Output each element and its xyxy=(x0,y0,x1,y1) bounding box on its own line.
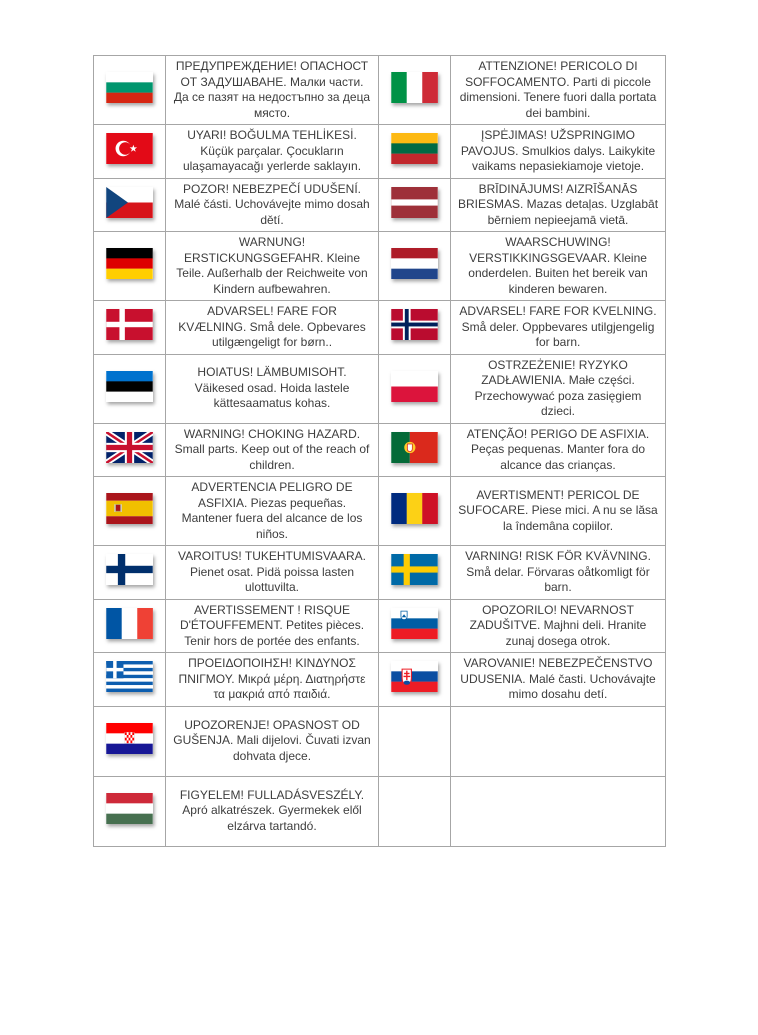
warning-text: ADVERTENCIA PELIGRO DE ASFIXIA. Piezas pequeñas. Mantener fuera del alcance de los niños. xyxy=(166,477,379,546)
flag-cell xyxy=(94,776,166,846)
warning-text: ПРЕДУПРЕЖДЕНИЕ! ОПАСНОСТ ОТ ЗАДУШАВАНЕ. Малки части. Да се пазят на недостъпно за деца място. xyxy=(166,56,379,125)
flag-cell xyxy=(379,178,451,232)
flag-spain-icon xyxy=(106,493,153,524)
empty-text-cell xyxy=(451,706,666,776)
flag-poland-icon xyxy=(391,371,438,402)
flag-slovenia-icon xyxy=(391,608,438,639)
warning-table-body xyxy=(94,56,666,847)
flag-cell xyxy=(94,653,166,707)
warning-text: ΠΡΟΕΙΔΟΠΟΙΗΣΗ! ΚΙΝΔΥΝΟΣ ΠΝΙΓΜΟΥ. Μικρά μέρη. Διατηρήστε τα μακριά από παιδιά. xyxy=(166,653,379,707)
table-row xyxy=(94,706,666,776)
flag-italy-icon xyxy=(391,72,438,103)
table-row xyxy=(94,232,666,301)
table-row xyxy=(94,354,666,423)
table-row xyxy=(94,653,666,707)
flag-france-icon xyxy=(106,608,153,639)
table-row xyxy=(94,178,666,232)
table-row xyxy=(94,301,666,355)
flag-cell xyxy=(94,56,166,125)
warning-text: ADVARSEL! FARE FOR KVELNING. Små deler. Oppbevares utilgjengelig for barn. xyxy=(451,301,666,355)
flag-denmark-icon xyxy=(106,309,153,340)
warning-text: ĮSPĖJIMAS! UŽSPRINGIMO PAVOJUS. Smulkios dalys. Laikykite vaikams nepasiekiamoje vietoje. xyxy=(451,125,666,179)
flag-cell xyxy=(94,599,166,653)
flag-cell xyxy=(379,599,451,653)
empty-flag-cell xyxy=(379,706,451,776)
table-row xyxy=(94,599,666,653)
flag-greece-icon xyxy=(106,661,153,692)
flag-latvia-icon xyxy=(391,187,438,218)
warning-text: UPOZORENJE! OPASNOST OD GUŠENJA. Mali dijelovi. Čuvati izvan dohvata djece. xyxy=(166,706,379,776)
warning-text: WARNING! CHOKING HAZARD. Small parts. Keep out of the reach of children. xyxy=(166,423,379,477)
table-row xyxy=(94,125,666,179)
flag-hungary-icon xyxy=(106,793,153,824)
flag-bulgaria-icon xyxy=(106,72,153,103)
warning-text: ATTENZIONE! PERICOLO DI SOFFOCAMENTO. Parti di piccole dimensioni. Tenere fuori dalla portata dei bambini. xyxy=(451,56,666,125)
flag-cell xyxy=(94,477,166,546)
flag-portugal-icon xyxy=(391,432,438,463)
table-row xyxy=(94,776,666,846)
flag-romania-icon xyxy=(391,493,438,524)
warning-text: WARNUNG! ERSTICKUNGSGEFAHR. Kleine Teile. Außerhalb der Reichweite von Kindern aufbewahren. xyxy=(166,232,379,301)
warning-text: VAROITUS! TUKEHTUMISVAARA. Pienet osat. Pidä poissa lasten ulottuvilta. xyxy=(166,546,379,600)
flag-cell xyxy=(94,301,166,355)
warning-text: VAROVANIE! NEBEZPEČENSTVO UDUSENIA. Malé časti. Uchovávajte mimo dosahu detí. xyxy=(451,653,666,707)
warning-text: ADVARSEL! FARE FOR KVÆLNING. Små dele. Opbevares utilgængeligt for børn.. xyxy=(166,301,379,355)
flag-norway-icon xyxy=(391,309,438,340)
flag-finland-icon xyxy=(106,554,153,585)
flag-slovakia-icon xyxy=(391,661,438,692)
warning-text: UYARI! BOĞULMA TEHLİKESİ. Küçük parçalar. Çocukların ulaşamayacağı yerlerde saklayın. xyxy=(166,125,379,179)
warning-table xyxy=(93,55,666,847)
flag-cell xyxy=(379,653,451,707)
table-row xyxy=(94,56,666,125)
flag-germany-icon xyxy=(106,248,153,279)
warning-text: OPOZORILO! NEVARNOST ZADUŠITVE. Majhni deli. Hranite zunaj dosega otrok. xyxy=(451,599,666,653)
flag-estonia-icon xyxy=(106,371,153,402)
empty-text-cell xyxy=(451,776,666,846)
warning-text: BRĪDINĀJUMS! AIZRĪŠANĀS BRIESMAS. Mazas detaļas. Uzglabāt bērniem nepieejamā vietā. xyxy=(451,178,666,232)
flag-cell xyxy=(94,125,166,179)
table-row xyxy=(94,423,666,477)
flag-turkey-icon xyxy=(106,133,153,164)
flag-cell xyxy=(379,301,451,355)
flag-netherlands-icon xyxy=(391,248,438,279)
empty-flag-cell xyxy=(379,776,451,846)
flag-lithuania-icon xyxy=(391,133,438,164)
flag-cell xyxy=(94,354,166,423)
flag-cell xyxy=(94,706,166,776)
flag-united-kingdom-icon xyxy=(106,432,153,463)
warning-text: OSTRZEŻENIE! RYZYKO ZADŁAWIENIA. Małe części. Przechowywać poza zasięgiem dzieci. xyxy=(451,354,666,423)
table-row xyxy=(94,477,666,546)
flag-cell xyxy=(94,546,166,600)
document-page xyxy=(0,55,758,1035)
warning-text: FIGYELEM! FULLADÁSVESZÉLY. Apró alkatrészek. Gyermekek elől elzárva tartandó. xyxy=(166,776,379,846)
flag-czechia-icon xyxy=(106,187,153,218)
flag-cell xyxy=(94,232,166,301)
warning-text: WAARSCHUWING! VERSTIKKINGSGEVAAR. Kleine onderdelen. Buiten het bereik van kinderen bewaren. xyxy=(451,232,666,301)
flag-cell xyxy=(379,56,451,125)
warning-text: VARNING! RISK FÖR KVÄVNING. Små delar. Förvaras oåtkomligt för barn. xyxy=(451,546,666,600)
flag-cell xyxy=(94,423,166,477)
warning-text: AVERTISSEMENT ! RISQUE D'ÉTOUFFEMENT. Petites pièces. Tenir hors de portée des enfants. xyxy=(166,599,379,653)
flag-cell xyxy=(379,232,451,301)
warning-text: POZOR! NEBEZPEČÍ UDUŠENÍ. Malé části. Uchovávejte mimo dosah dětí. xyxy=(166,178,379,232)
flag-cell xyxy=(379,125,451,179)
flag-cell xyxy=(379,477,451,546)
warning-text: ATENÇÃO! PERIGO DE ASFIXIA. Peças pequenas. Manter fora do alcance das crianças. xyxy=(451,423,666,477)
warning-text: HOIATUS! LÄMBUMISOHT. Väikesed osad. Hoida lastele kättesaamatus kohas. xyxy=(166,354,379,423)
flag-croatia-icon xyxy=(106,723,153,754)
table-row xyxy=(94,546,666,600)
flag-cell xyxy=(379,546,451,600)
flag-cell xyxy=(379,354,451,423)
flag-cell xyxy=(379,423,451,477)
flag-cell xyxy=(94,178,166,232)
warning-text: AVERTISMENT! PERICOL DE SUFOCARE. Piese mici. A nu se lăsa la îndemâna copiilor. xyxy=(451,477,666,546)
flag-sweden-icon xyxy=(391,554,438,585)
